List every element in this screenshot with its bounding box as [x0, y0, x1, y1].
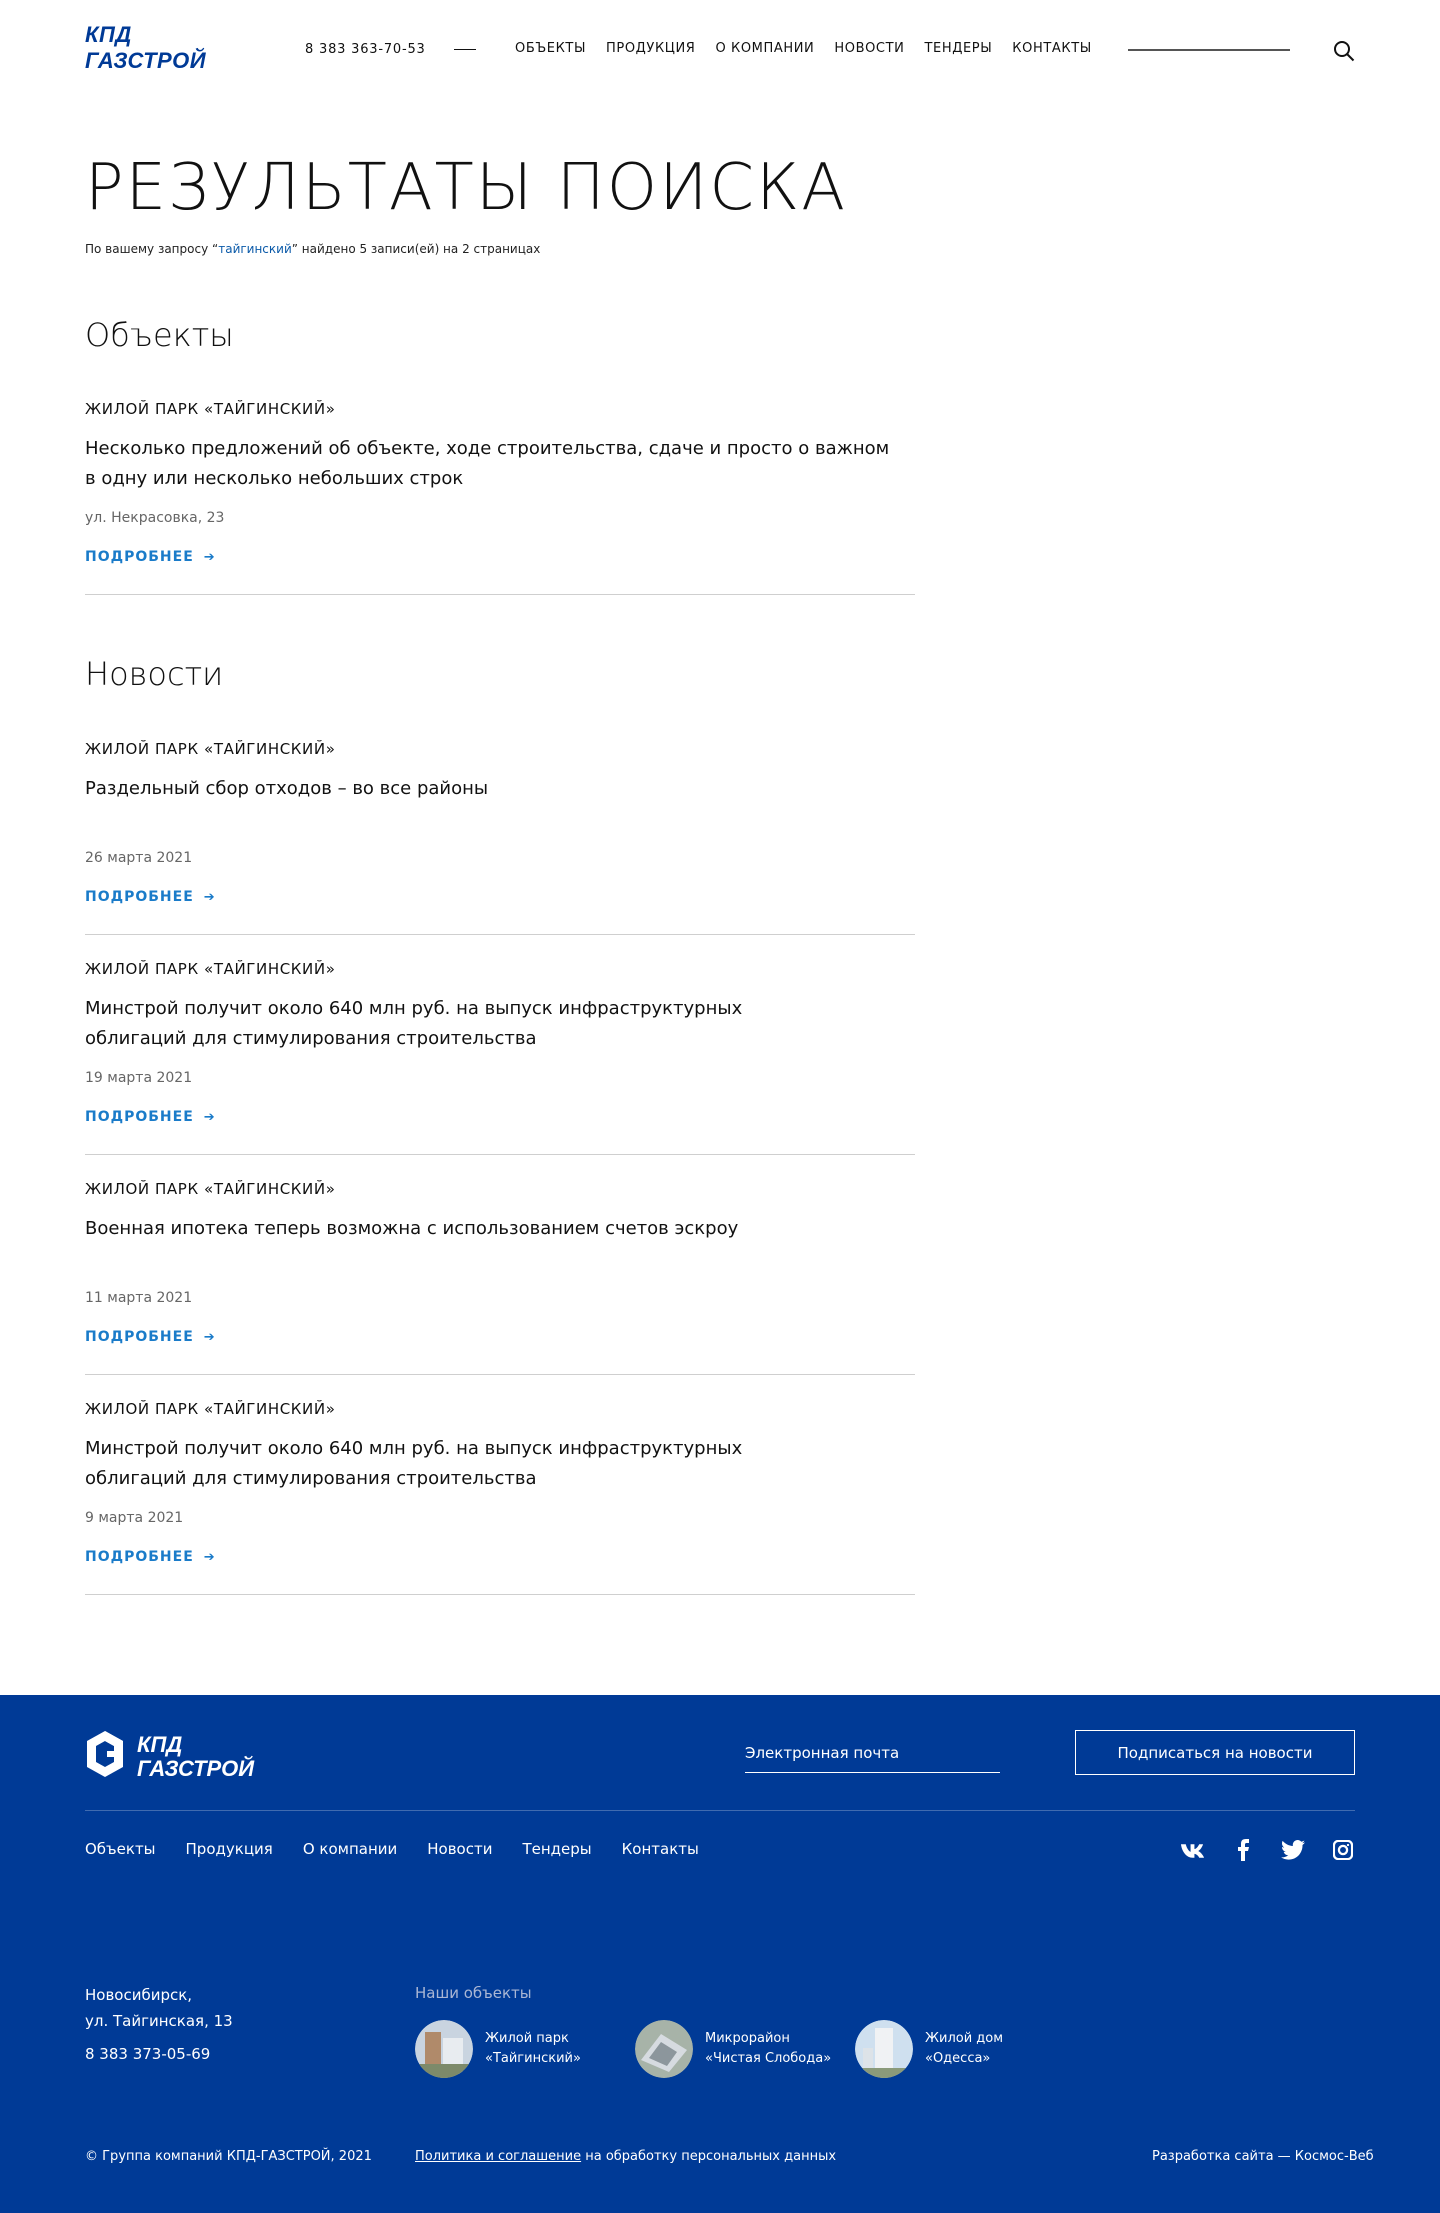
site-footer	[0, 1695, 1440, 2213]
logo-mark-icon	[85, 1729, 125, 1779]
object-line-2: «Одесса»	[925, 2051, 991, 2066]
news-section-title: Новости	[85, 655, 224, 693]
social-links	[1180, 1837, 1355, 1862]
subscribe-button[interactable]: Подписаться на новости	[1075, 1730, 1355, 1775]
footer-phone[interactable]: 8 383 373-05-69	[85, 2045, 211, 2063]
news-result-card	[85, 1180, 915, 1375]
result-description: Военная ипотека теперь возможна с использованием счетов эскроу	[85, 1218, 739, 1239]
footer-nav-about[interactable]: О компании	[302, 1840, 398, 1858]
result-category: ЖИЛОЙ ПАРК «ТАЙГИНСКИЙ»	[85, 960, 336, 978]
policy-rest: на обработку персональных данных	[581, 2149, 837, 2164]
copyright: © Группа компаний КПД-ГАЗСТРОЙ, 2021	[85, 2149, 372, 2164]
more-button[interactable]	[85, 1549, 216, 1565]
footer-logo-line-2: ГАЗСТРОЙ	[137, 1756, 255, 1781]
arrow-right-icon: ➔	[203, 1329, 216, 1345]
header-phone[interactable]: 8 383 363-70-53	[305, 42, 426, 57]
footer-address	[85, 1982, 233, 2067]
summary-suffix: ” найдено 5 записи(ей) на 2 страницах	[291, 242, 541, 256]
arrow-right-icon: ➔	[203, 1109, 216, 1125]
news-result-card	[85, 960, 915, 1155]
news-result-card	[85, 740, 915, 935]
footer-nav-news[interactable]: Новости	[427, 1840, 493, 1858]
object-line-1: Жилой парк	[485, 2031, 569, 2046]
result-description: Несколько предложений об объекте, ходе строительства, сдаче и просто о важном в одну или несколько небольших строк	[85, 438, 890, 489]
our-object-link[interactable]	[635, 2020, 831, 2078]
object-result-card	[85, 400, 915, 595]
instagram-icon[interactable]	[1330, 1837, 1355, 1862]
address-city: Новосибирск,	[85, 1986, 193, 2004]
object-line-2: «Тайгинский»	[485, 2051, 581, 2066]
more-button[interactable]	[85, 1109, 216, 1125]
object-line-2: «Чистая Слобода»	[705, 2051, 832, 2066]
object-line-1: Микрорайон	[705, 2031, 790, 2046]
nav-item-objects[interactable]: ОБЪЕКТЫ	[515, 41, 587, 56]
search-summary	[85, 242, 540, 256]
result-date: 9 марта 2021	[85, 1510, 184, 1526]
site-header	[0, 0, 1440, 100]
footer-logo-line-1: КПД	[137, 1732, 183, 1757]
site-logo[interactable]	[85, 22, 206, 74]
more-button[interactable]	[85, 549, 216, 565]
main-nav	[515, 41, 1092, 56]
page-title: РЕЗУЛЬТАТЫ ПОИСКА	[85, 151, 847, 225]
logo-line-2: ГАЗСТРОЙ	[85, 48, 207, 73]
our-object-link[interactable]	[855, 2020, 1003, 2078]
footer-nav-tenders[interactable]: Тендеры	[522, 1840, 592, 1858]
footer-nav-products[interactable]: Продукция	[185, 1840, 273, 1858]
policy-text	[415, 2149, 836, 2164]
arrow-right-icon: ➔	[203, 549, 216, 565]
footer-nav	[85, 1840, 699, 1858]
more-label: ПОДРОБНЕЕ	[85, 1109, 194, 1125]
nav-item-contacts[interactable]: КОНТАКТЫ	[1012, 41, 1092, 56]
footer-logo[interactable]	[85, 1729, 255, 1781]
nav-item-news[interactable]: НОВОСТИ	[834, 41, 905, 56]
arrow-right-icon: ➔	[203, 889, 216, 905]
more-label: ПОДРОБНЕЕ	[85, 1549, 194, 1565]
result-date: 19 марта 2021	[85, 1070, 193, 1086]
twitter-icon[interactable]	[1280, 1837, 1305, 1862]
object-line-1: Жилой дом	[925, 2031, 1004, 2046]
arrow-right-icon: ➔	[203, 1549, 216, 1565]
result-description: Минстрой получит около 640 млн руб. на выпуск инфраструктурных облигаций для стимулирования строительства	[85, 998, 743, 1049]
footer-nav-objects[interactable]: Объекты	[85, 1840, 156, 1858]
vk-icon[interactable]	[1180, 1837, 1205, 1862]
footer-nav-contacts[interactable]: Контакты	[621, 1840, 699, 1858]
search-query-link[interactable]: тайгинский	[218, 242, 292, 256]
object-photo	[635, 2020, 693, 2078]
result-category: ЖИЛОЙ ПАРК «ТАЙГИНСКИЙ»	[85, 1180, 336, 1198]
our-objects-title: Наши объекты	[415, 1984, 532, 2002]
developer-link[interactable]: Разработка сайта — Космос-Веб	[1152, 2149, 1374, 2164]
nav-item-products[interactable]: ПРОДУКЦИЯ	[606, 41, 696, 56]
result-date: 11 марта 2021	[85, 1290, 193, 1306]
our-object-link[interactable]	[415, 2020, 581, 2078]
more-label: ПОДРОБНЕЕ	[85, 889, 194, 905]
footer-divider	[85, 1810, 1355, 1811]
more-button[interactable]	[85, 1329, 216, 1345]
result-category: ЖИЛОЙ ПАРК «ТАЙГИНСКИЙ»	[85, 1400, 336, 1418]
search-icon[interactable]	[1333, 40, 1355, 62]
nav-item-about[interactable]: О КОМПАНИИ	[715, 41, 815, 56]
result-date: 26 марта 2021	[85, 850, 193, 866]
result-address: ул. Некрасовка, 23	[85, 510, 225, 526]
more-button[interactable]	[85, 889, 216, 905]
address-street: ул. Тайгинская, 13	[85, 2012, 233, 2030]
nav-item-tenders[interactable]: ТЕНДЕРЫ	[924, 41, 993, 56]
object-photo	[855, 2020, 913, 2078]
email-field[interactable]	[745, 1733, 1000, 1773]
header-divider	[454, 49, 476, 50]
policy-link[interactable]: Политика и соглашение	[415, 2149, 582, 2164]
search-input-line[interactable]	[1128, 49, 1290, 51]
result-description: Раздельный сбор отходов – во все районы	[85, 778, 489, 799]
news-result-card	[85, 1400, 915, 1595]
facebook-icon[interactable]	[1230, 1837, 1255, 1862]
objects-section-title: Объекты	[85, 316, 234, 354]
summary-prefix: По вашему запросу “	[85, 242, 219, 256]
object-photo	[415, 2020, 473, 2078]
more-label: ПОДРОБНЕЕ	[85, 1329, 194, 1345]
more-label: ПОДРОБНЕЕ	[85, 549, 194, 565]
logo-line-1: КПД	[85, 22, 132, 47]
result-category: ЖИЛОЙ ПАРК «ТАЙГИНСКИЙ»	[85, 400, 336, 418]
result-description: Минстрой получит около 640 млн руб. на выпуск инфраструктурных облигаций для стимулирования строительства	[85, 1438, 743, 1489]
result-category: ЖИЛОЙ ПАРК «ТАЙГИНСКИЙ»	[85, 740, 336, 758]
